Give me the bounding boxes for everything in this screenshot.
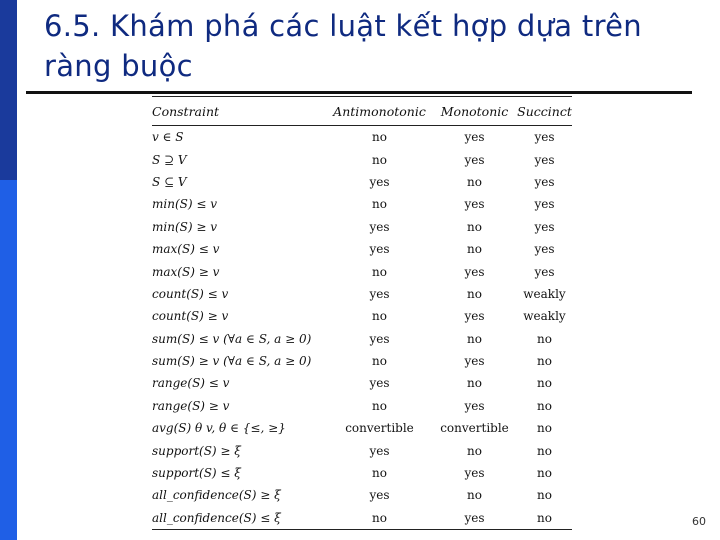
cell-constraint: range(S) ≤ v bbox=[152, 376, 230, 391]
cell-constraint: all_confidence(S) ≥ ξ bbox=[152, 488, 281, 503]
cell-constraint: count(S) ≥ v bbox=[152, 309, 229, 324]
cell-antimonotonic: yes bbox=[369, 443, 390, 458]
cell-constraint: min(S) ≤ v bbox=[152, 197, 217, 212]
page-number: 60 bbox=[692, 515, 706, 528]
table-row bbox=[152, 305, 572, 327]
cell-constraint: all_confidence(S) ≤ ξ bbox=[152, 507, 327, 530]
table-row bbox=[152, 417, 572, 439]
cell-monotonic: yes bbox=[464, 197, 485, 212]
table-row bbox=[152, 395, 572, 417]
header-constraint: Constraint bbox=[152, 97, 327, 126]
cell-succinct: no bbox=[537, 376, 552, 391]
cell-monotonic: no bbox=[467, 219, 482, 234]
cell-constraint: S ⊆ V bbox=[152, 174, 187, 189]
cell-monotonic: yes bbox=[464, 130, 485, 145]
table-row bbox=[152, 171, 572, 193]
cell-antimonotonic: no bbox=[327, 507, 432, 530]
table-row bbox=[152, 350, 572, 372]
cell-antimonotonic: yes bbox=[369, 174, 390, 189]
cell-succinct: no bbox=[517, 507, 572, 530]
cell-monotonic: no bbox=[467, 286, 482, 301]
cell-antimonotonic: no bbox=[372, 152, 387, 167]
table-row bbox=[152, 484, 572, 506]
cell-succinct: no bbox=[537, 354, 552, 369]
table-header-row bbox=[152, 97, 572, 126]
cell-monotonic: yes bbox=[464, 152, 485, 167]
cell-antimonotonic: no bbox=[372, 398, 387, 413]
cell-antimonotonic: no bbox=[372, 354, 387, 369]
header-monotonic: Monotonic bbox=[432, 97, 517, 126]
cell-antimonotonic: yes bbox=[369, 331, 390, 346]
cell-succinct: no bbox=[537, 466, 552, 481]
cell-succinct: yes bbox=[534, 197, 555, 212]
cell-constraint: support(S) ≤ ξ bbox=[152, 466, 241, 481]
table-row bbox=[152, 216, 572, 238]
table-row bbox=[152, 462, 572, 484]
cell-constraint: count(S) ≤ v bbox=[152, 286, 229, 301]
cell-constraint: sum(S) ≤ v (∀a ∈ S, a ≥ 0) bbox=[152, 331, 312, 346]
table-row bbox=[152, 507, 572, 530]
cell-antimonotonic: no bbox=[372, 197, 387, 212]
cell-constraint: v ∈ S bbox=[152, 130, 184, 145]
cell-monotonic: no bbox=[467, 488, 482, 503]
table-row bbox=[152, 126, 572, 149]
cell-constraint: max(S) ≥ v bbox=[152, 264, 220, 279]
side-accent-bar-top bbox=[0, 0, 17, 180]
cell-antimonotonic: no bbox=[372, 466, 387, 481]
cell-monotonic: no bbox=[467, 242, 482, 257]
cell-succinct: yes bbox=[534, 219, 555, 234]
cell-succinct: no bbox=[537, 488, 552, 503]
cell-monotonic: no bbox=[467, 376, 482, 391]
cell-antimonotonic: yes bbox=[369, 488, 390, 503]
cell-antimonotonic: no bbox=[372, 264, 387, 279]
cell-antimonotonic: no bbox=[372, 309, 387, 324]
cell-antimonotonic: yes bbox=[369, 286, 390, 301]
slide-title-line-2: ràng buộc bbox=[44, 49, 193, 83]
cell-succinct: no bbox=[537, 331, 552, 346]
slide-title-line-1: 6.5. Khám phá các luật kết hợp dựa trên bbox=[44, 9, 642, 43]
cell-succinct: no bbox=[537, 398, 552, 413]
table-row bbox=[152, 372, 572, 394]
cell-monotonic: yes bbox=[464, 309, 485, 324]
table-row bbox=[152, 439, 572, 461]
table-row bbox=[152, 283, 572, 305]
cell-succinct: yes bbox=[534, 152, 555, 167]
title-divider bbox=[26, 91, 692, 94]
cell-monotonic: no bbox=[467, 174, 482, 189]
cell-monotonic: yes bbox=[464, 354, 485, 369]
cell-succinct: yes bbox=[534, 264, 555, 279]
cell-constraint: min(S) ≥ v bbox=[152, 219, 217, 234]
cell-succinct: yes bbox=[534, 130, 555, 145]
cell-antimonotonic: yes bbox=[369, 219, 390, 234]
constraint-properties-table bbox=[152, 96, 572, 530]
cell-antimonotonic: no bbox=[372, 130, 387, 145]
cell-monotonic: no bbox=[467, 443, 482, 458]
table-row bbox=[152, 193, 572, 215]
cell-monotonic: yes bbox=[432, 507, 517, 530]
header-succinct: Succinct bbox=[517, 97, 572, 126]
table-row bbox=[152, 148, 572, 170]
slide-title bbox=[44, 6, 714, 86]
cell-succinct: weakly bbox=[523, 309, 566, 324]
cell-constraint: support(S) ≥ ξ bbox=[152, 443, 241, 458]
cell-antimonotonic: yes bbox=[369, 376, 390, 391]
cell-constraint: max(S) ≤ v bbox=[152, 242, 220, 257]
cell-antimonotonic: yes bbox=[369, 242, 390, 257]
cell-constraint: avg(S) θ v, θ ∈ {≤, ≥} bbox=[152, 421, 286, 436]
cell-succinct: no bbox=[537, 443, 552, 458]
cell-succinct: yes bbox=[534, 242, 555, 257]
side-accent-bar-bottom bbox=[0, 180, 17, 540]
cell-monotonic: yes bbox=[464, 264, 485, 279]
cell-monotonic: yes bbox=[464, 398, 485, 413]
cell-monotonic: no bbox=[467, 331, 482, 346]
table-row bbox=[152, 260, 572, 282]
cell-constraint: S ⊇ V bbox=[152, 152, 187, 167]
table-row bbox=[152, 328, 572, 350]
cell-monotonic: convertible bbox=[440, 421, 509, 436]
cell-constraint: sum(S) ≥ v (∀a ∈ S, a ≥ 0) bbox=[152, 354, 312, 369]
cell-constraint: range(S) ≥ v bbox=[152, 398, 230, 413]
table-body bbox=[152, 126, 572, 530]
cell-succinct: yes bbox=[534, 174, 555, 189]
table-row bbox=[152, 238, 572, 260]
cell-succinct: no bbox=[537, 421, 552, 436]
cell-succinct: weakly bbox=[523, 286, 566, 301]
cell-monotonic: yes bbox=[464, 466, 485, 481]
header-antimonotonic: Antimonotonic bbox=[327, 97, 432, 126]
cell-antimonotonic: convertible bbox=[345, 421, 414, 436]
